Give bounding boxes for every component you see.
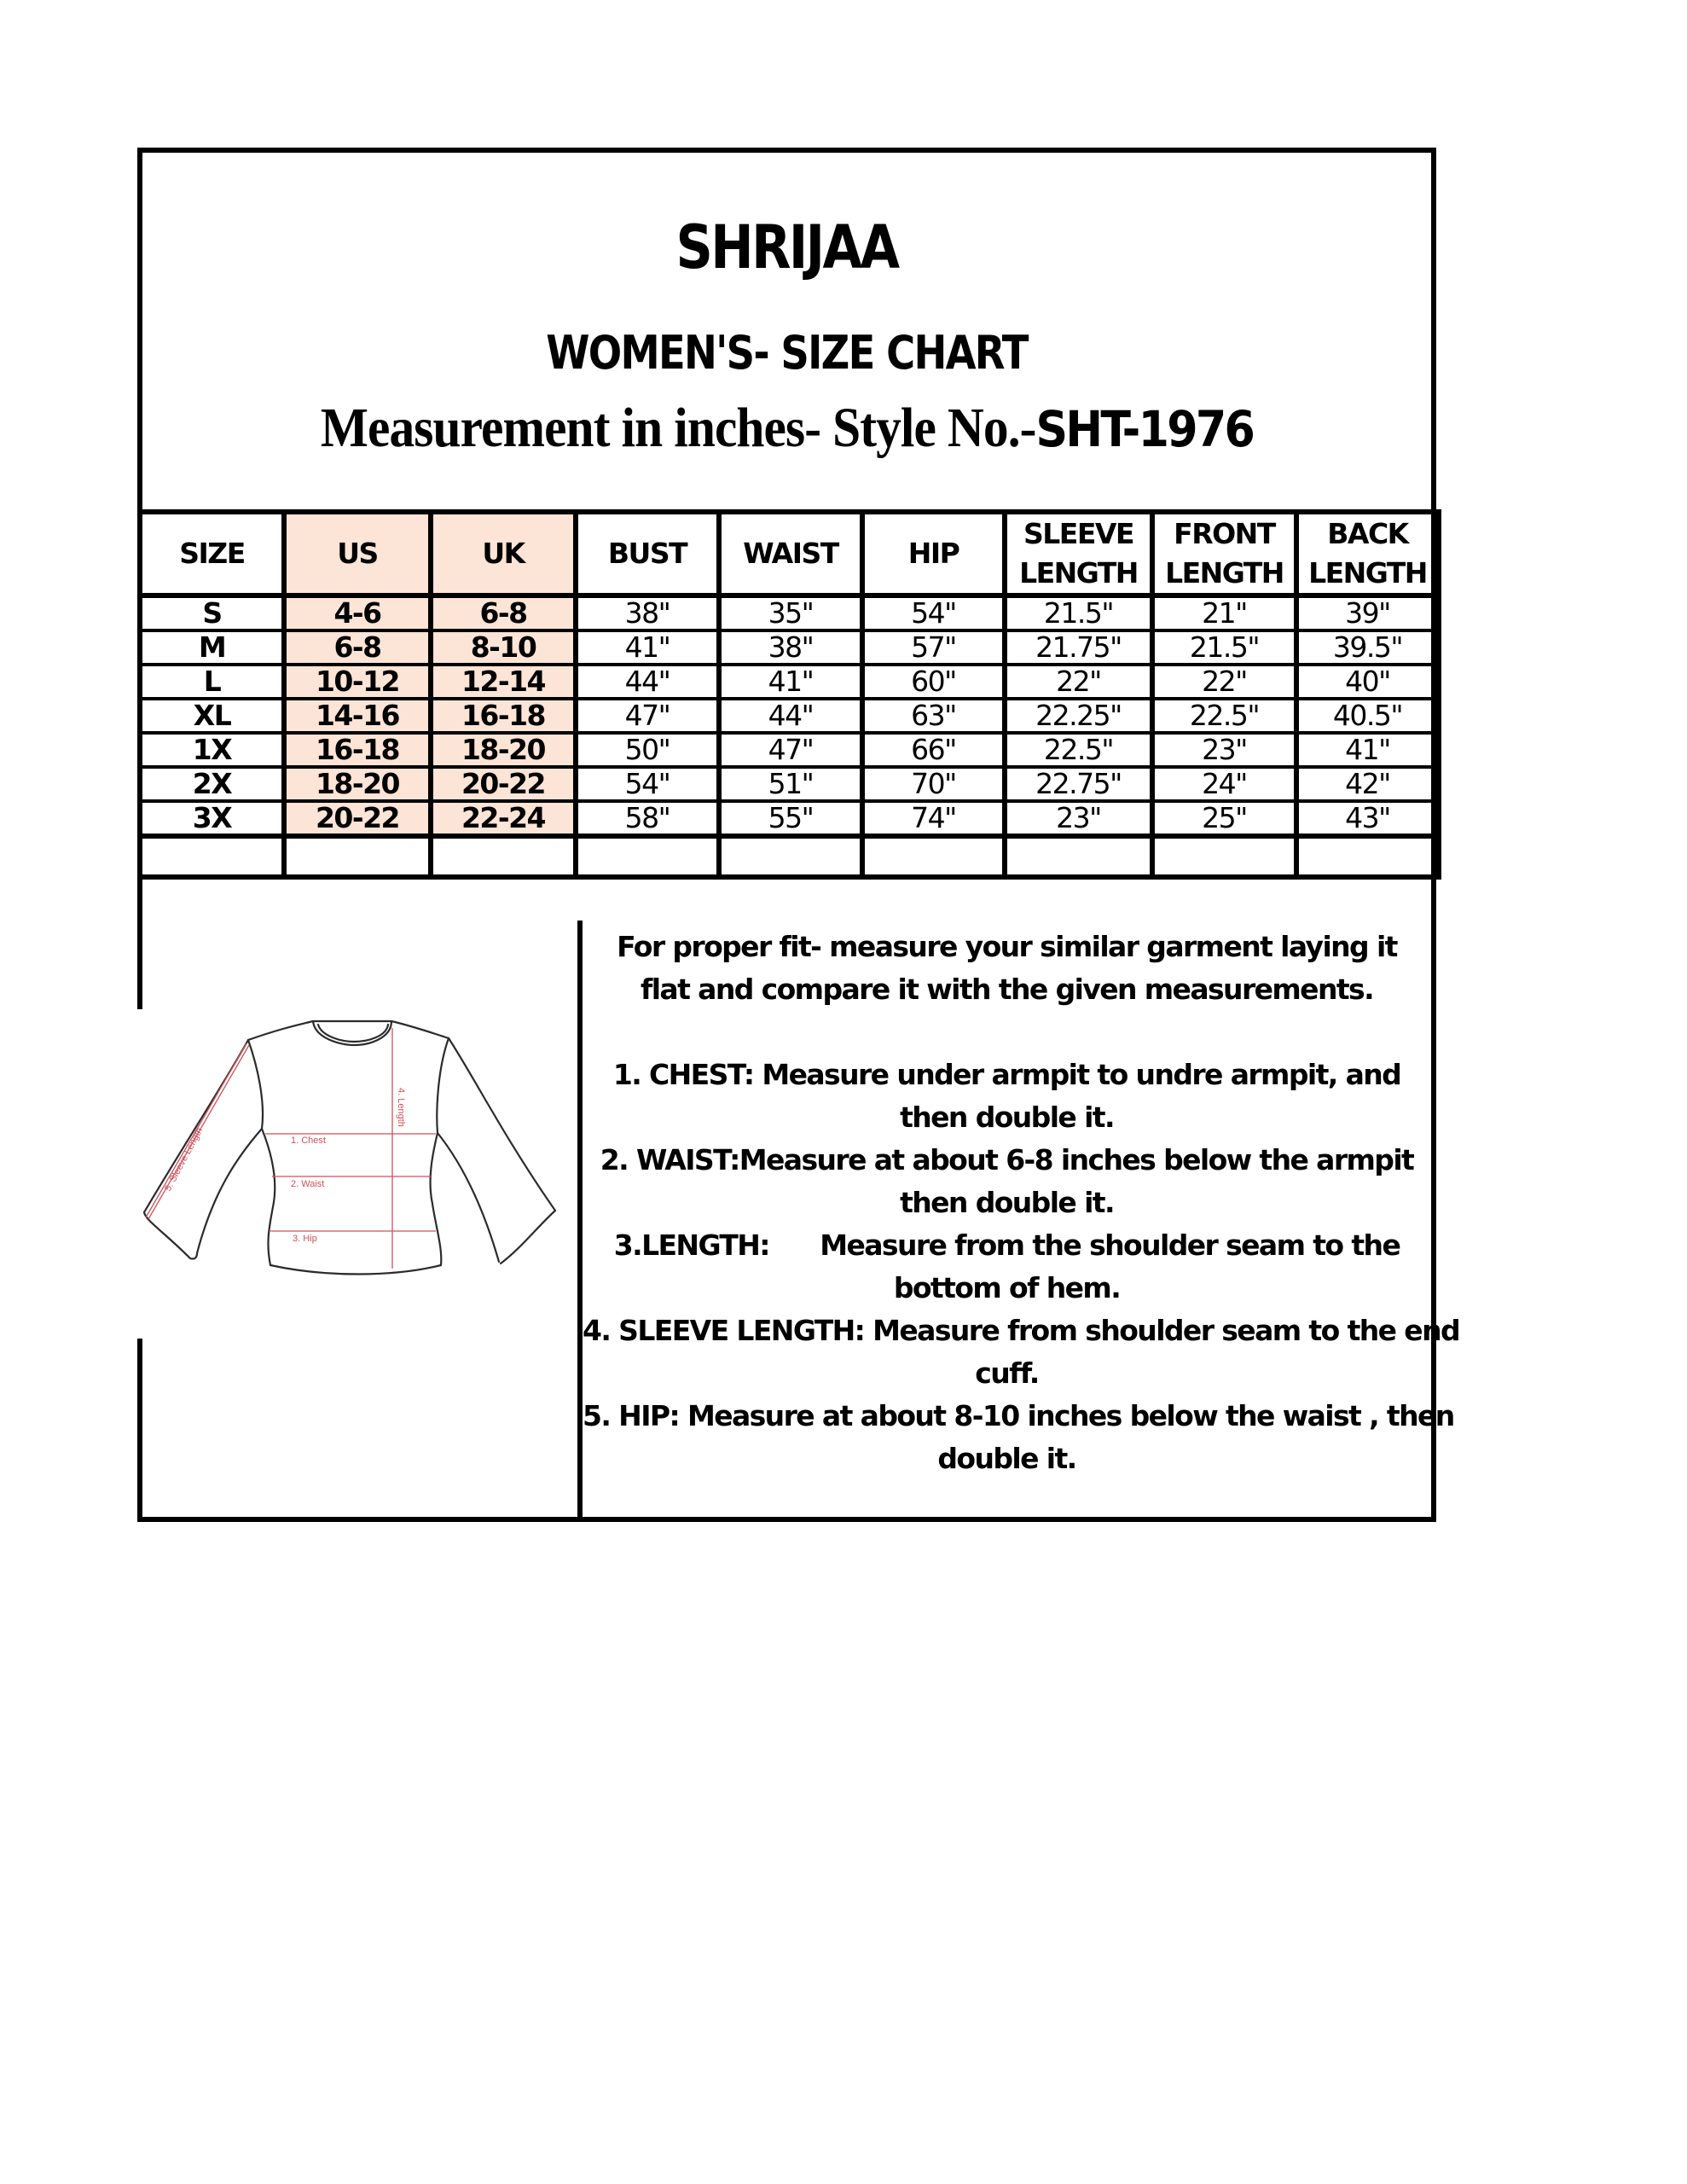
instruction-item-5-line-1: 5. HIP: Measure at about 8-10 inches below the waist , then (583, 1399, 1454, 1432)
instruction-item-2-line-1: 2. WAIST:Measure at about 6-8 inches below the armpit (600, 1143, 1414, 1176)
cell-front-length: 25" (1152, 801, 1296, 836)
cell-bust: 38" (576, 595, 719, 630)
cell-size: 2X (140, 767, 284, 801)
cell-sleeve-length: 22.5" (1005, 733, 1152, 767)
empty-cell (140, 836, 284, 877)
table-row (140, 665, 1439, 699)
cell-us: 4-6 (284, 595, 431, 630)
cell-back-length: 39.5" (1296, 630, 1439, 665)
cell-front-length: 22.5" (1152, 699, 1296, 733)
instruction-item-1-line-1: 1. CHEST: Measure under armpit to undre armpit, and (612, 1058, 1401, 1091)
cell-waist: 35" (719, 595, 862, 630)
empty-cell (1152, 836, 1296, 877)
empty-cell (862, 836, 1005, 877)
col-header-back-length: BACK LENGTH (1296, 512, 1439, 595)
table-row (140, 630, 1439, 665)
cell-size: XL (140, 699, 284, 733)
chart-subtitle: WOMEN'S- SIZE CHART (546, 326, 1028, 380)
intro-line-2: flat and compare it with the given measurements. (640, 973, 1374, 1006)
table-row (140, 801, 1439, 836)
garment-sketch (137, 1009, 577, 1339)
table-row (140, 767, 1439, 801)
cell-back-length: 43" (1296, 801, 1439, 836)
empty-table-row (140, 836, 1439, 877)
title-block (142, 153, 1431, 514)
cell-back-length: 41" (1296, 733, 1439, 767)
measuring-instructions (583, 921, 1460, 1480)
cell-size: L (140, 665, 284, 699)
intro-line-1: For proper fit- measure your similar garment laying it (617, 930, 1397, 963)
cell-waist: 55" (719, 801, 862, 836)
cell-uk: 12-14 (431, 665, 576, 699)
cell-bust: 58" (576, 801, 719, 836)
size-table (137, 509, 1441, 880)
size-chart-frame (137, 148, 1460, 1522)
cell-us: 16-18 (284, 733, 431, 767)
cell-sleeve-length: 22.25" (1005, 699, 1152, 733)
instruction-item-3-line-1: 3.LENGTH: Measure from the shoulder seam to the (613, 1228, 1400, 1262)
hip-label: 3. Hip (293, 1234, 317, 1244)
cell-hip: 54" (862, 595, 1005, 630)
cell-uk: 8-10 (431, 630, 576, 665)
cell-hip: 74" (862, 801, 1005, 836)
cell-back-length: 42" (1296, 767, 1439, 801)
cell-back-length: 40.5" (1296, 699, 1439, 733)
cell-hip: 66" (862, 733, 1005, 767)
col-header-hip: HIP (862, 512, 1005, 595)
table-row (140, 595, 1439, 630)
cell-sleeve-length: 22.75" (1005, 767, 1152, 801)
cell-bust: 47" (576, 699, 719, 733)
cell-us: 18-20 (284, 767, 431, 801)
empty-cell (1296, 836, 1439, 877)
cell-hip: 57" (862, 630, 1005, 665)
cell-hip: 60" (862, 665, 1005, 699)
instruction-item-5-line-2: double it. (937, 1442, 1076, 1475)
cell-front-length: 21" (1152, 595, 1296, 630)
cell-back-length: 39" (1296, 595, 1439, 630)
cell-size: 1X (140, 733, 284, 767)
cell-front-length: 24" (1152, 767, 1296, 801)
empty-cell (431, 836, 576, 877)
cell-sleeve-length: 23" (1005, 801, 1152, 836)
col-header-size: SIZE (140, 512, 284, 595)
instruction-item-4-line-2: cuff. (975, 1356, 1039, 1390)
empty-cell (576, 836, 719, 877)
cell-front-length: 21.5" (1152, 630, 1296, 665)
col-header-waist: WAIST (719, 512, 862, 595)
brand-name: SHRIJAA (675, 212, 898, 282)
cell-bust: 41" (576, 630, 719, 665)
cell-back-length: 40" (1296, 665, 1439, 699)
cell-bust: 50" (576, 733, 719, 767)
cell-size: 3X (140, 801, 284, 836)
cell-sleeve-length: 21.5" (1005, 595, 1152, 630)
cell-us: 10-12 (284, 665, 431, 699)
empty-cell (1005, 836, 1152, 877)
instruction-item-4-line-1: 4. SLEEVE LENGTH: Measure from shoulder seam to the end (583, 1314, 1460, 1347)
cell-hip: 63" (862, 699, 1005, 733)
col-header-front-length: FRONT LENGTH (1152, 512, 1296, 595)
instruction-list (583, 1054, 1460, 1480)
col-header-us: US (284, 512, 431, 595)
col-header-sleeve-length: SLEEVE LENGTH (1005, 512, 1152, 595)
cell-waist: 51" (719, 767, 862, 801)
instruction-item-1-line-2: then double it. (900, 1101, 1114, 1134)
measurement-line (207, 397, 1367, 459)
cell-uk: 18-20 (431, 733, 576, 767)
table-body (140, 595, 1439, 877)
col-header-bust: BUST (576, 512, 719, 595)
col-header-uk: UK (431, 512, 576, 595)
cell-bust: 54" (576, 767, 719, 801)
sleeve-length-label: 5. Sleeve Length (163, 1125, 206, 1194)
waist-label: 2. Waist (291, 1179, 325, 1189)
table-row (140, 699, 1439, 733)
cell-uk: 20-22 (431, 767, 576, 801)
instruction-item-2-line-2: then double it. (900, 1186, 1114, 1219)
cell-waist: 44" (719, 699, 862, 733)
cell-front-length: 23" (1152, 733, 1296, 767)
cell-size: M (140, 630, 284, 665)
instruction-item-3-line-2: bottom of hem. (893, 1271, 1121, 1304)
cell-waist: 41" (719, 665, 862, 699)
cell-us: 14-16 (284, 699, 431, 733)
cell-size: S (140, 595, 284, 630)
cell-uk: 6-8 (431, 595, 576, 630)
cell-waist: 47" (719, 733, 862, 767)
cell-us: 6-8 (284, 630, 431, 665)
table-header-row (140, 512, 1439, 595)
chest-label: 1. Chest (291, 1136, 326, 1146)
cell-waist: 38" (719, 630, 862, 665)
cell-hip: 70" (862, 767, 1005, 801)
cell-uk: 22-24 (431, 801, 576, 836)
guide-section (142, 921, 1460, 1517)
empty-cell (719, 836, 862, 877)
cell-us: 20-22 (284, 801, 431, 836)
empty-cell (284, 836, 431, 877)
cell-front-length: 22" (1152, 665, 1296, 699)
cell-sleeve-length: 21.75" (1005, 630, 1152, 665)
cell-sleeve-length: 22" (1005, 665, 1152, 699)
table-row (140, 733, 1439, 767)
measurement-prefix: Measurement in inches- Style No.- (320, 397, 1036, 459)
cell-bust: 44" (576, 665, 719, 699)
cell-uk: 16-18 (431, 699, 576, 733)
style-number: SHT-1976 (1035, 400, 1254, 458)
length-label: 4. Length (396, 1088, 406, 1127)
